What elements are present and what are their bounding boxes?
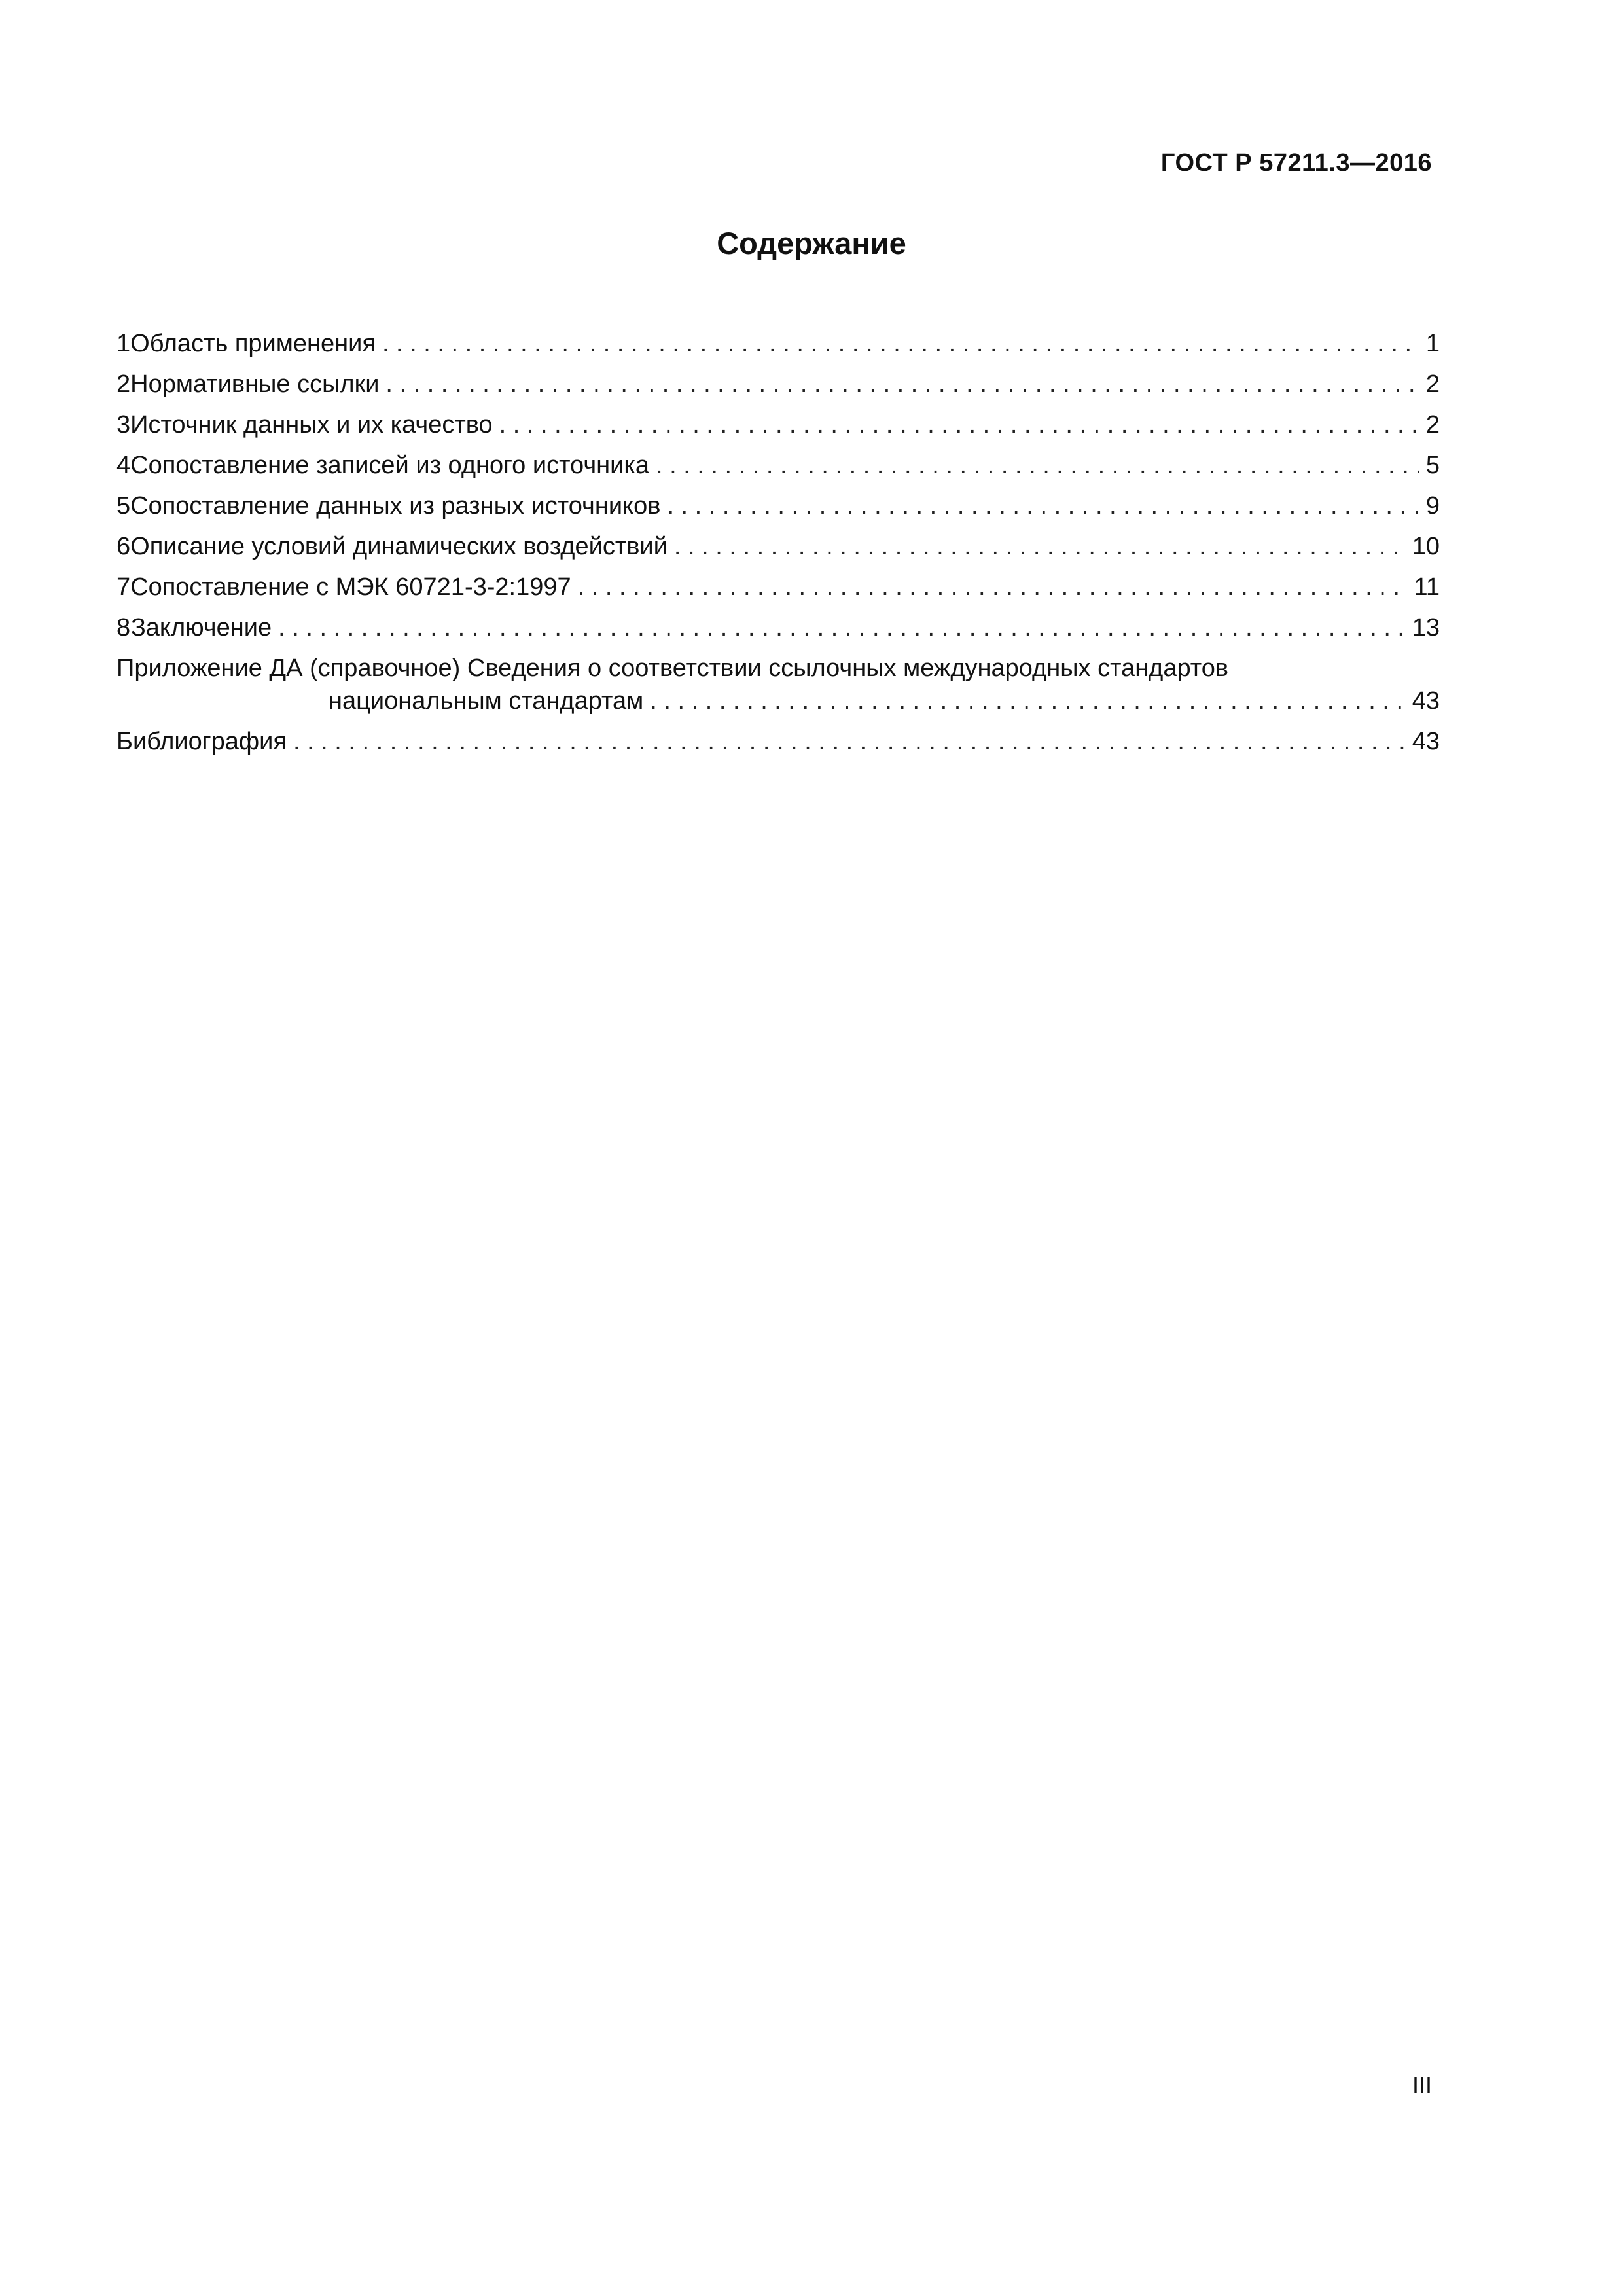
toc-entry-page: 2	[1425, 411, 1440, 439]
table-of-contents	[116, 323, 1440, 762]
toc-entry-title: Сопоставление с МЭК 60721-3-2:1997	[130, 573, 571, 601]
page-number: III	[1412, 2072, 1432, 2098]
toc-entry-page: 1	[1425, 330, 1440, 357]
toc-entry-number: 4	[116, 452, 131, 479]
toc-entry-title: Источник данных и их качество	[130, 411, 493, 439]
toc-entry-title: Приложение ДА (справочное) Сведения о соответствии ссылочных международных стандартов	[116, 655, 1229, 682]
toc-entry-3[interactable]	[116, 404, 1440, 445]
toc-entry-bibliography[interactable]	[116, 721, 1440, 762]
toc-entry-page: 13	[1412, 614, 1440, 641]
dot-leader	[667, 486, 1419, 526]
toc-entry-page: 43	[1412, 728, 1440, 755]
toc-entry-number: 8	[116, 614, 131, 641]
toc-entry-page: 9	[1425, 492, 1440, 520]
toc-entry-5[interactable]	[116, 486, 1440, 526]
toc-entry-8[interactable]	[116, 607, 1440, 648]
toc-entry-number: 7	[116, 573, 131, 601]
toc-entry-appendix[interactable]	[116, 648, 1440, 721]
page-title: Содержание	[717, 226, 906, 260]
toc-entry-page: 11	[1414, 573, 1440, 601]
toc-entry-title: Нормативные ссылки	[130, 370, 380, 398]
toc-entry-title: Область применения	[130, 330, 376, 357]
toc-entry-6[interactable]	[116, 526, 1440, 567]
toc-entry-page: 5	[1425, 452, 1440, 479]
toc-entry-number: 5	[116, 492, 131, 520]
dot-leader	[674, 526, 1406, 567]
toc-entry-7[interactable]	[116, 567, 1440, 607]
toc-entry-title: Библиография	[116, 728, 287, 755]
dot-leader	[656, 445, 1419, 486]
toc-entry-2[interactable]	[116, 364, 1440, 404]
dot-leader	[385, 364, 1419, 404]
dot-leader	[578, 567, 1408, 607]
toc-entry-page: 43	[1412, 687, 1440, 715]
toc-entry-1[interactable]	[116, 323, 1440, 364]
toc-entry-number: 3	[116, 411, 131, 439]
toc-entry-title: Описание условий динамических воздействий	[130, 533, 668, 560]
toc-entry-number: 2	[116, 370, 131, 398]
toc-entry-title: Сопоставление записей из одного источника	[130, 452, 649, 479]
dot-leader	[293, 721, 1406, 762]
dot-leader	[382, 323, 1419, 364]
toc-entry-4[interactable]	[116, 445, 1440, 486]
toc-entry-page: 10	[1412, 533, 1440, 560]
dot-leader	[278, 607, 1406, 648]
toc-entry-page: 2	[1425, 370, 1440, 398]
toc-entry-title: Сопоставление данных из разных источников	[130, 492, 661, 520]
toc-entry-number: 1	[116, 330, 131, 357]
dot-leader	[499, 404, 1419, 445]
toc-entry-title-continued: национальным стандартам	[329, 687, 644, 715]
document-code: ГОСТ Р 57211.3—2016	[1160, 149, 1432, 177]
toc-entry-title: Заключение	[130, 614, 272, 641]
dot-leader	[650, 685, 1405, 717]
toc-entry-number: 6	[116, 533, 131, 560]
